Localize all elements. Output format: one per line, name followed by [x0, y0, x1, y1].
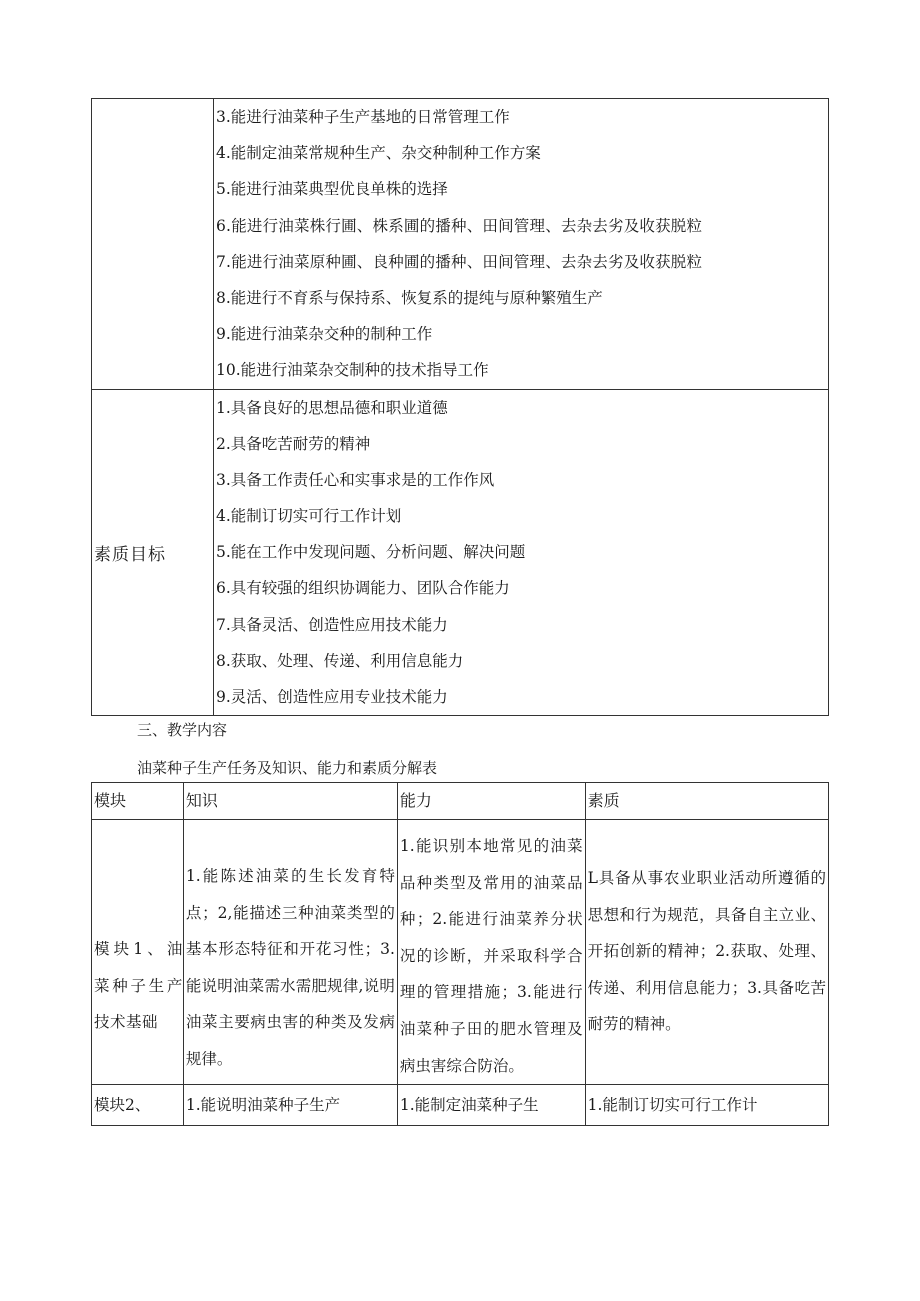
table-row: [92, 1085, 829, 1126]
objectives-table: [91, 98, 829, 716]
skills-row: [92, 99, 829, 390]
row1-knowledge: 1.能陈述油菜的生长发育特点；2,能描述三种油菜类型的基本形态特征和开花习性；3.能说明油菜需水需肥规律,说明油菜主要病虫害的种类及发病规律。: [183, 820, 397, 1085]
header-module: 模块: [92, 783, 184, 820]
skill-item: 9.能进行油菜杂交种的制种工作: [216, 325, 433, 344]
header-quality: 素质: [585, 783, 828, 820]
skill-item: 6.能进行油菜株行圃、株系圃的播种、田间管理、去杂去劣及收获脱粒: [216, 216, 703, 235]
quality-item: 4.能制订切实可行工作计划: [216, 507, 402, 526]
quality-item: 6.具有较强的组织协调能力、团队合作能力: [216, 579, 510, 598]
skill-item: 7.能进行油菜原种圃、良种圃的播种、田间管理、去杂去劣及收获脱粒: [216, 252, 703, 271]
table-header-row: [92, 783, 829, 820]
table-row: [92, 820, 829, 1085]
quality-item: 5.能在工作中发现问题、分析问题、解决问题: [216, 543, 526, 562]
table-caption: 油菜种子生产任务及知识、能力和素质分解表: [137, 759, 438, 777]
skills-label-cell: [92, 99, 214, 390]
section-heading: 三、教学内容: [137, 721, 228, 739]
skills-items-cell: [214, 99, 829, 390]
skill-item: 3.能进行油菜种子生产基地的日常管理工作: [216, 108, 510, 126]
row2-knowledge: 1.能说明油菜种子生产: [183, 1085, 397, 1126]
header-ability: 能力: [397, 783, 585, 820]
skill-item: 10.能进行油菜杂交制种的技术指导工作: [216, 361, 489, 380]
quality-item: 2.具备吃苦耐劳的精神: [216, 434, 371, 453]
quality-row: [92, 389, 829, 716]
row2-quality: 1.能制订切实可行工作计: [585, 1085, 828, 1126]
row2-ability: 1.能制定油菜种子生: [397, 1085, 585, 1126]
quality-label: 素质目标: [92, 389, 214, 716]
skill-item: 5.能进行油菜典型优良单株的选择: [216, 180, 448, 199]
row2-module: 模块2、: [92, 1085, 184, 1126]
header-knowledge: 知识: [183, 783, 397, 820]
quality-items-cell: [214, 389, 829, 716]
skill-item: 8.能进行不育系与保持系、恢复系的提纯与原种繁殖生产: [216, 288, 603, 307]
row1-ability: 1.能识别本地常见的油菜品种类型及常用的油菜品种；2.能进行油菜养分状况的诊断，并采取科学合理的管理措施；3.能进行油菜种子田的肥水管理及病虫害综合防治。: [397, 820, 585, 1085]
quality-item: 8.获取、处理、传递、利用信息能力: [216, 651, 464, 670]
quality-item: 1.具备良好的思想品德和职业道德: [216, 398, 448, 417]
quality-item: 9.灵活、创造性应用专业技术能力: [216, 688, 448, 706]
row1-quality: L具备从事农业职业活动所遵循的思想和行为规范，具备自主立业、开拓创新的精神；2.获取、处理、传递、利用信息能力；3.具备吃苦耐劳的精神。: [585, 820, 828, 1085]
quality-item: 3.具备工作责任心和实事求是的工作作风: [216, 470, 495, 489]
row1-module: 模块1、油菜种子生产技术基础: [92, 820, 184, 1085]
quality-item: 7.具备灵活、创造性应用技术能力: [216, 615, 448, 634]
skill-item: 4.能制定油菜常规种生产、杂交种制种工作方案: [216, 144, 541, 163]
decomposition-table: [91, 782, 829, 1126]
